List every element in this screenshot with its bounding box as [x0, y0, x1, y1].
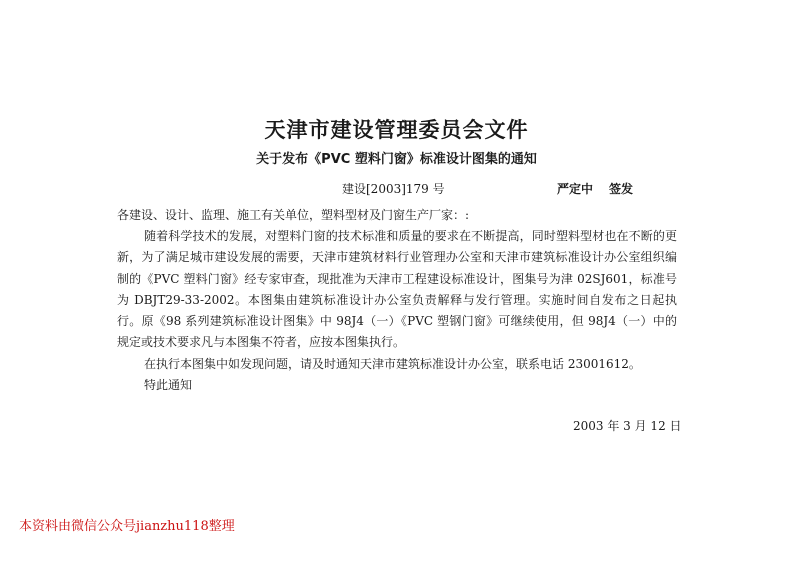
signature-line: [557, 180, 649, 197]
recipient-line: 各建设、设计、监理、施工有关单位，塑料型材及门窗生产厂家：:: [117, 208, 470, 222]
signer-name: 严定中: [557, 182, 594, 196]
body-paragraph-1: 随着科学技术的发展，对塑料门窗的技术标准和质量的要求在不断提高，同时塑料型材也在不断的更新，为了满足城市建设发展的需要，天津市建筑材料行业管理办公室和天津市建筑标准设计办公室组织编制的《PVC 塑料门窗》经专家审查，现批准为天津市工程建设标准设计，图集号为津 02SJ601，标准号为 DBJT29-33-2002。本图集由建筑标准设计办公室负责解释与发行管理。实施时间自发布之日起执行。原《98 系列建筑标准设计图集》中 98J4（一）《PVC 塑钢门窗》可继续使用，但 98J4（一）中的规定或技术要求凡与本图集不符者，应按本图集执行。: [117, 229, 677, 350]
document-number: 建设[2003]179 号: [342, 182, 445, 196]
closing-line: 特此通知: [144, 378, 193, 392]
document-date: 2003 年 3 月 12 日: [573, 419, 682, 433]
document-subtitle: 关于发布《PVC 塑料门窗》标准设计图集的通知: [256, 152, 537, 167]
sign-action: 签发: [609, 182, 634, 196]
watermark-text: 本资料由微信公众号jianzhu118整理: [19, 519, 235, 534]
document-title: 天津市建设管理委员会文件: [264, 118, 529, 142]
body-paragraph-2: 在执行本图集中如发现问题，请及时通知天津市建筑标准设计办公室，联系电话 23001612。: [144, 357, 641, 371]
